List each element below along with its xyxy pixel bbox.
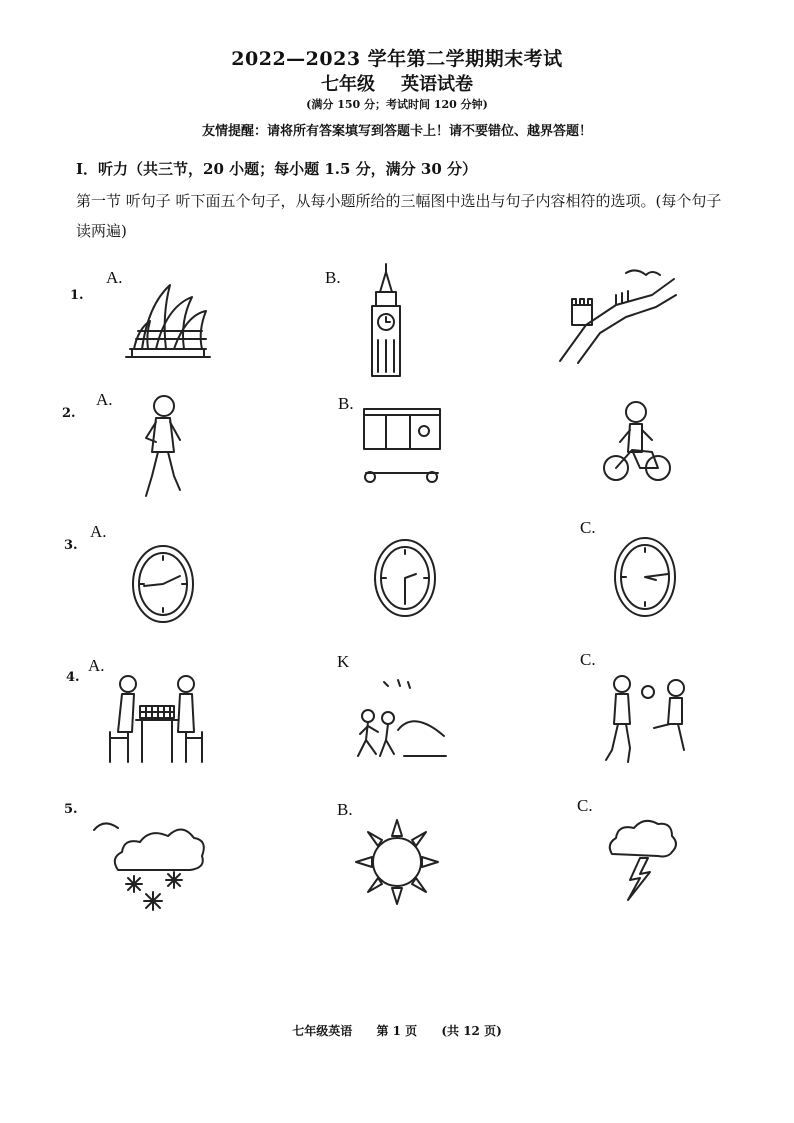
thunderstorm-icon [606,814,680,902]
footer-page: 第 1 页 [376,1024,418,1038]
great-wall-icon [556,265,678,365]
page-footer [0,1022,794,1039]
big-ben-icon [360,262,412,378]
section-instruction: 第一节 听句子 听下面五个句子，从每小题所给的三幅图中选出与句子内容相符的选项。(每个句子读两遍) [76,192,722,240]
option-label: C. [580,650,596,669]
running-outdoors-icon [354,676,450,766]
snowy-cloud-icon [90,814,212,918]
exam-info: (满分 150 分；考试时间 120 分钟) [306,98,488,111]
notice: 友情提醒：请将所有答案填写到答题卡上！请不要错位、越界答题！ [201,124,592,139]
option-label: A. [96,390,113,409]
clock-icon [372,538,438,620]
clock-icon [130,544,196,626]
question-number: 4. [66,670,80,685]
clock-icon [612,536,678,620]
question-number: 5. [64,802,78,817]
option-label: A. [88,656,105,675]
option-label: C. [577,796,593,815]
boy-walking-icon [138,392,188,502]
playing-chess-icon [106,672,206,768]
bus-icon [360,405,444,489]
boy-cycling-icon [602,396,672,486]
playing-football-icon [604,674,692,766]
option-label: B. [325,268,341,287]
subject-label: 英语试卷 [401,74,473,95]
exam-title: 2022—2023 学年第二学期期末考试 [231,48,563,70]
option-label: B. [338,394,354,413]
grade-label: 七年级 [321,74,375,95]
exam-subtitle [0,70,794,96]
option-label: A. [90,522,107,541]
section-heading: I．听力（共三节，20 小题；每小题 1.5 分，满分 30 分） [76,160,477,178]
option-label: C. [580,518,596,537]
footer-total: (共 12 页) [441,1024,502,1038]
footer-subject: 七年级英语 [292,1024,353,1038]
option-label: A. [106,268,123,287]
option-label: B. [337,800,353,819]
option-label: K [337,652,350,671]
question-number: 3. [64,538,78,553]
sydney-opera-house-icon [122,275,214,365]
sun-icon [352,816,442,908]
question-number: 2. [62,406,76,421]
question-number: 1. [70,288,84,303]
